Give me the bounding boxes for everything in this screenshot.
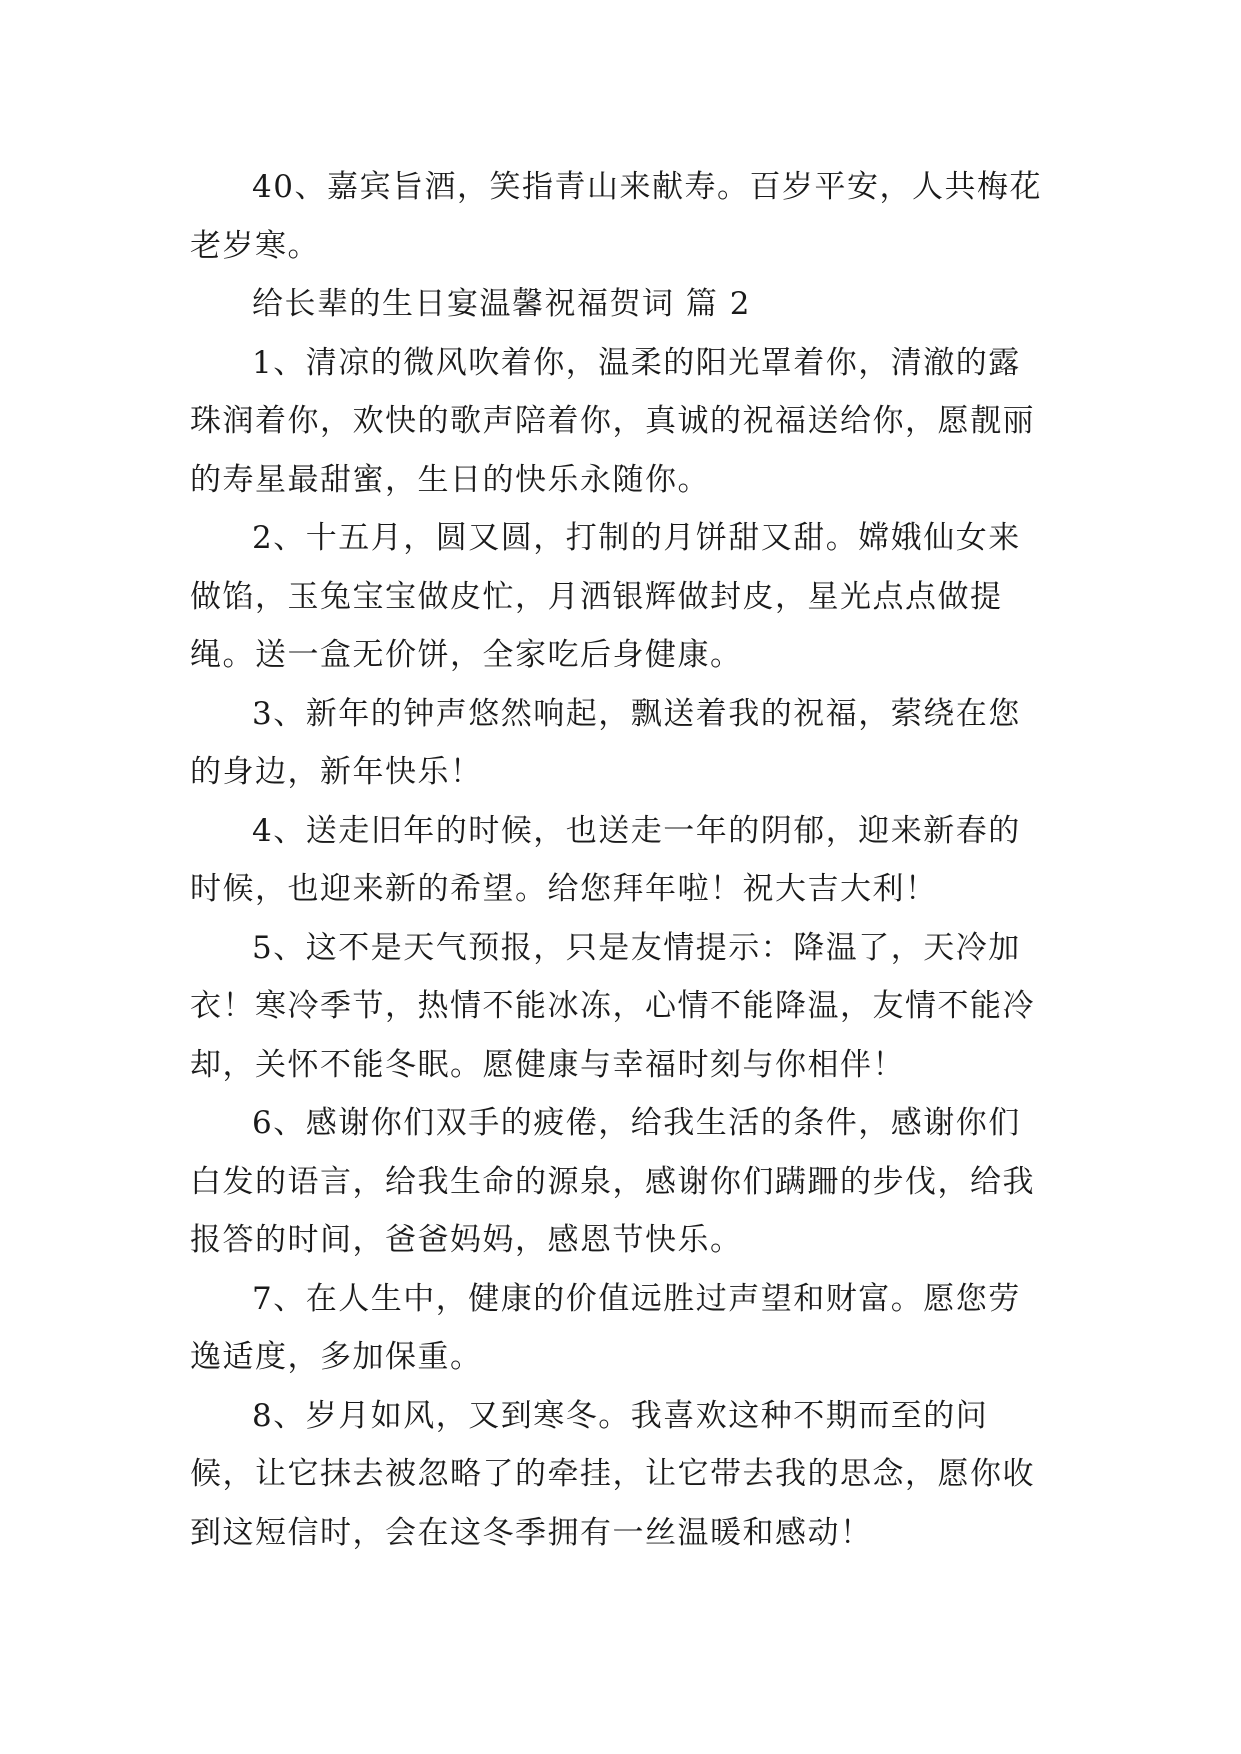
list-item: 2、十五月，圆又圆，打制的月饼甜又甜。嫦娥仙女来做馅，玉兔宝宝做皮忙，月洒银辉做封皮，星光点点做提绳。送一盒无价饼，全家吃后身健康。 <box>190 520 1021 673</box>
list-item: 4、送走旧年的时候，也送走一年的阴郁，迎来新春的时候，也迎来新的希望。给您拜年啦！祝大吉大利！ <box>190 812 1021 907</box>
list-item: 1、清凉的微风吹着你，温柔的阳光罩着你，清澈的露珠润着你，欢快的歌声陪着你，真诚的祝福送给你，愿靓丽的寿星最甜蜜，生日的快乐永随你。 <box>190 344 1035 498</box>
document-body <box>190 158 1052 1562</box>
list-item: 3、新年的钟声悠然响起，飘送着我的祝福，萦绕在您的身边，新年快乐！ <box>190 695 1021 790</box>
list-item: 40、嘉宾旨酒，笑指青山来献寿。百岁平安，人共梅花老岁寒。 <box>190 169 1042 264</box>
list-item: 8、岁月如风，又到寒冬。我喜欢这种不期而至的问候，让它抹去被忽略了的牵挂，让它带去我的思念，愿你收到这短信时，会在这冬季拥有一丝温暖和感动！ <box>190 1397 1035 1551</box>
list-item: 6、感谢你们双手的疲倦，给我生活的条件，感谢你们白发的语言，给我生命的源泉，感谢你们蹒跚的步伐，给我报答的时间，爸爸妈妈，感恩节快乐。 <box>190 1105 1035 1258</box>
list-item: 7、在人生中，健康的价值远胜过声望和财富。愿您劳逸适度，多加保重。 <box>190 1280 1021 1375</box>
section-heading: 给长辈的生日宴温馨祝福贺词 篇 2 <box>252 286 751 322</box>
list-item: 5、这不是天气预报，只是友情提示：降温了，天冷加衣！寒冷季节，热情不能冰冻，心情不能降温，友情不能冷却，关怀不能冬眠。愿健康与幸福时刻与你相伴！ <box>190 929 1035 1083</box>
